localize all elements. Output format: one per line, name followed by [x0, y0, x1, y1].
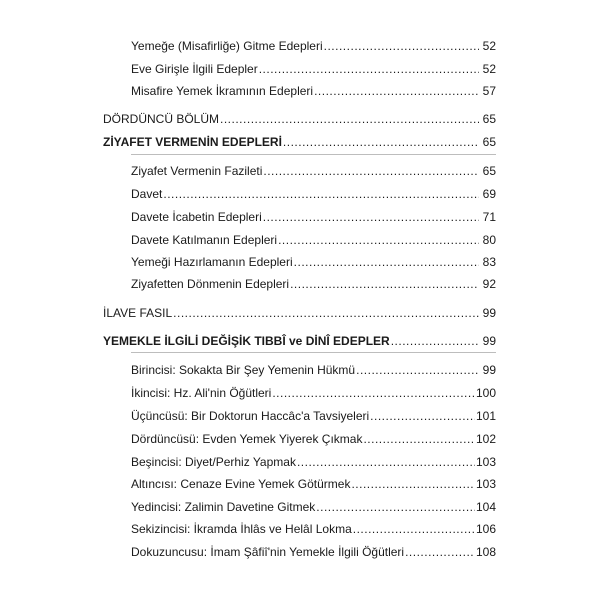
toc-entry: [131, 385, 496, 401]
toc-entry-page: 106: [475, 522, 496, 536]
toc-entry: [131, 362, 496, 378]
toc-leader-dots: [363, 431, 475, 447]
toc-leader-dots: [370, 408, 475, 424]
toc-entry: [131, 408, 496, 424]
toc-entry-title: Eve Girişle İlgili Edepler: [131, 62, 258, 76]
toc-leader-dots: [356, 362, 479, 378]
toc-entry: [131, 38, 496, 54]
toc-chapter-heading: [103, 134, 496, 150]
toc-entry-title: Beşincisi: Diyet/Perhiz Yapmak: [131, 455, 296, 469]
toc-leader-dots: [283, 134, 479, 150]
toc-leader-dots: [163, 186, 479, 202]
toc-entry-page: 69: [482, 187, 496, 201]
toc-entry-page: 99: [482, 306, 496, 320]
toc-entry-title: Ziyafetten Dönmenin Edepleri: [131, 277, 290, 291]
toc-entry-page: 52: [482, 39, 496, 53]
toc-leader-dots: [314, 83, 479, 99]
toc-entry-title: Yemeğe (Misafirliğe) Gitme Edepleri: [131, 39, 323, 53]
toc-entry: [131, 454, 496, 470]
toc-chapter-heading: [103, 333, 496, 349]
toc-entry-page: 101: [475, 409, 496, 423]
toc-entry-title: Dördüncüsü: Evden Yemek Yiyerek Çıkmak: [131, 432, 363, 446]
toc-entry-title: Ziyafet Vermenin Fazileti: [131, 164, 263, 178]
toc-leader-dots: [278, 232, 479, 248]
toc-entry: [131, 499, 496, 515]
toc-entry: [131, 276, 496, 292]
toc-leader-dots: [259, 61, 479, 77]
toc-leader-dots: [351, 476, 475, 492]
toc-entry-page: 57: [482, 84, 496, 98]
toc-entry: [131, 476, 496, 492]
toc-entry-page: 108: [475, 545, 496, 559]
toc-entry-page: 83: [482, 255, 496, 269]
toc-entry-title: İkincisi: Hz. Ali'nin Öğütleri: [131, 386, 272, 400]
toc-entry: [131, 209, 496, 225]
toc-entry: [131, 61, 496, 77]
toc-entry-page: 52: [482, 62, 496, 76]
toc-entry-title: Birincisi: Sokakta Bir Şey Yemenin Hükmü: [131, 363, 356, 377]
toc-leader-dots: [220, 111, 479, 127]
toc-entry-title: Üçüncüsü: Bir Doktorun Haccâc'a Tavsiyeleri: [131, 409, 370, 423]
toc-chapter-title: YEMEKLE İLGİLİ DEĞİŞİK TIBBÎ ve DİNÎ EDEPLER: [103, 334, 390, 348]
toc-leader-dots: [263, 163, 479, 179]
toc-entry-page: 102: [475, 432, 496, 446]
toc-entry: [131, 232, 496, 248]
toc-entry-page: 100: [475, 386, 496, 400]
toc-entry-page: 65: [482, 164, 496, 178]
divider: [131, 352, 496, 353]
toc-entry-page: 99: [482, 363, 496, 377]
toc-entry: [131, 254, 496, 270]
toc-entry-title: Davet: [131, 187, 163, 201]
toc-leader-dots: [353, 521, 475, 537]
toc-entry-title: Dokuzuncusu: İmam Şâfiî'nin Yemekle İlgili Öğütleri: [131, 545, 405, 559]
toc-entry-title: Yedincisi: Zalimin Davetine Gitmek: [131, 500, 316, 514]
toc-entry: [131, 186, 496, 202]
toc-entry: [131, 431, 496, 447]
toc-entry-page: 80: [482, 233, 496, 247]
toc-entry-title: Yemeği Hazırlamanın Edepleri: [131, 255, 293, 269]
toc-entry-page: 65: [482, 135, 496, 149]
toc-entry-title: Sekizincisi: İkramda İhlâs ve Helâl Lokma: [131, 522, 352, 536]
toc-chapter-title: ZİYAFET VERMENİN EDEPLERİ: [103, 135, 282, 149]
toc-leader-dots: [316, 499, 475, 515]
toc-leader-dots: [290, 276, 479, 292]
toc-entry-page: 92: [482, 277, 496, 291]
toc-entry-page: 99: [482, 334, 496, 348]
toc-leader-dots: [294, 254, 479, 270]
toc-leader-dots: [391, 333, 479, 349]
toc-leader-dots: [263, 209, 479, 225]
toc-entry-page: 65: [482, 112, 496, 126]
toc-leader-dots: [297, 454, 475, 470]
toc-entry: [131, 163, 496, 179]
toc-entry-page: 103: [475, 477, 496, 491]
toc-leader-dots: [272, 385, 475, 401]
toc-leader-dots: [173, 305, 479, 321]
toc-section-entry: [103, 305, 496, 321]
toc-entry-title: Altıncısı: Cenaze Evine Yemek Götürmek: [131, 477, 351, 491]
toc-entry: [131, 83, 496, 99]
divider: [131, 154, 496, 155]
toc-entry: [131, 544, 496, 560]
toc-section-entry: [103, 111, 496, 127]
toc-entry-page: 104: [475, 500, 496, 514]
toc-entry-title: Misafire Yemek İkramının Edepleri: [131, 84, 314, 98]
toc-leader-dots: [405, 544, 475, 560]
toc-section-title: DÖRDÜNCÜ BÖLÜM: [103, 112, 220, 126]
toc-leader-dots: [324, 38, 479, 54]
toc-entry-title: Davete Katılmanın Edepleri: [131, 233, 278, 247]
toc-entry-page: 103: [475, 455, 496, 469]
toc-entry-title: Davete İcabetin Edepleri: [131, 210, 262, 224]
toc-section-title: İLAVE FASIL: [103, 306, 173, 320]
toc-entry-page: 71: [482, 210, 496, 224]
toc-entry: [131, 521, 496, 537]
